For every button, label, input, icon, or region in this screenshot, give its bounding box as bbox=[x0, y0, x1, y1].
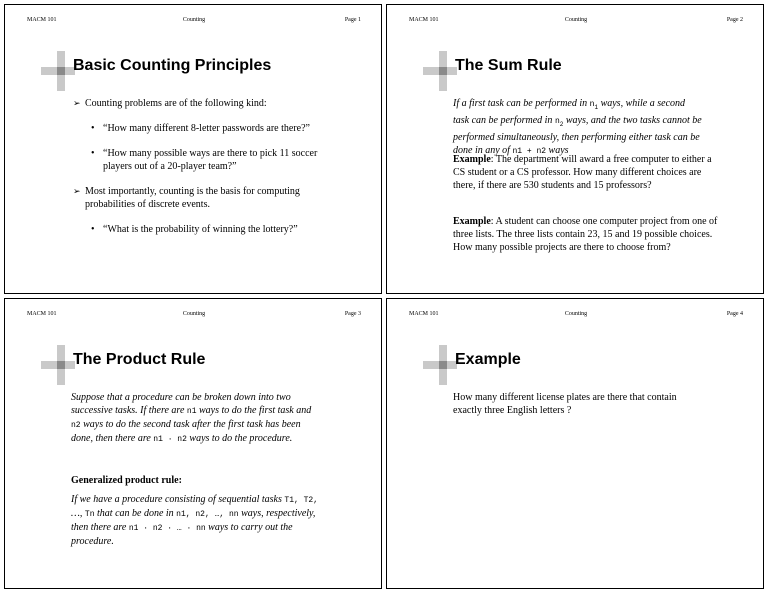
slide-header bbox=[409, 311, 743, 321]
example-question: How many different license plates are there that contain exactly three English letters ? bbox=[453, 392, 677, 416]
slide-3 bbox=[4, 298, 382, 589]
sub-bullet-text: players out of a 20-player team?” bbox=[103, 161, 237, 172]
slide-1 bbox=[4, 4, 382, 294]
slide-header bbox=[27, 311, 361, 321]
dot-bullet-icon: • bbox=[91, 224, 95, 235]
page-number: Page 1 bbox=[344, 17, 361, 23]
sub-bullet-text: “How many possible ways are there to pick 11 soccer bbox=[103, 148, 318, 159]
slide-header bbox=[409, 17, 743, 27]
cross-logo-icon bbox=[423, 345, 457, 385]
section-heading: Generalized product rule: bbox=[71, 475, 182, 486]
course-code: MACM 101 bbox=[409, 17, 439, 23]
dot-bullet-icon: • bbox=[91, 123, 95, 134]
dot-bullet-icon: • bbox=[91, 148, 95, 159]
sub-bullet-text: “What is the probability of winning the lottery?” bbox=[103, 224, 298, 235]
generalized-product-rule: Generalized product rule: If we have a procedure consisting of sequential tasks T1, T2, …, Tn that can be done in n1, n2, …, nn ways, respectively, then there are n1 · n2 · … · nn ways to carry out the procedure. bbox=[71, 475, 318, 547]
arrow-bullet-icon: ➢ bbox=[73, 98, 81, 108]
cross-logo-icon bbox=[41, 345, 75, 385]
slide-4 bbox=[386, 298, 764, 589]
sum-rule-definition: If a first task can be performed in $n_1$ ways, while a second task can be performed in $n_2$ ways, and the two tasks cannot be performed simultaneously, then performing either task can be done in any of n1 + n2 ways bbox=[453, 98, 702, 156]
slide-title: Basic Counting Principles bbox=[73, 57, 272, 74]
slide-header bbox=[27, 17, 361, 27]
course-code: MACM 101 bbox=[27, 17, 57, 23]
sub-bullet-text: “How many different 8-letter passwords are there?” bbox=[103, 123, 310, 134]
course-code: MACM 101 bbox=[409, 311, 439, 317]
slide-title: The Product Rule bbox=[73, 351, 206, 368]
topic: Counting bbox=[182, 311, 206, 317]
arrow-bullet-icon: ➢ bbox=[73, 186, 81, 196]
topic: Counting bbox=[564, 17, 588, 23]
topic: Counting bbox=[182, 17, 206, 23]
slide-title: The Sum Rule bbox=[455, 57, 562, 74]
example-1: Example: The department will award a free computer to either a CS student or a CS professor. How many different choices are there, if there are 530 students and 15 professors? bbox=[453, 154, 712, 191]
course-code: MACM 101 bbox=[27, 311, 57, 317]
bullet-text: probabilities of discrete events. bbox=[85, 199, 210, 210]
bullet-text: Counting problems are of the following kind: bbox=[85, 98, 267, 109]
product-rule-definition: Suppose that a procedure can be broken down into two successive tasks. If there are n1 ways to do the first task and n2 ways to do the second task after the first task has been done, then there are n1 · n2 ways to do the procedure. bbox=[71, 392, 312, 444]
cross-logo-icon bbox=[423, 51, 457, 91]
cross-logo-icon bbox=[41, 51, 75, 91]
topic: Counting bbox=[564, 311, 588, 317]
page-number: Page 4 bbox=[726, 311, 743, 317]
page-number: Page 3 bbox=[344, 311, 361, 317]
example-2: Example: A student can choose one computer project from one of three lists. The three lists contain 23, 15 and 19 possible choices. How many possible projects are there to choose from? bbox=[453, 216, 718, 253]
bullet-text: Most importantly, counting is the basis for computing bbox=[85, 186, 300, 197]
page-number: Page 2 bbox=[726, 17, 743, 23]
slide-2 bbox=[386, 4, 764, 294]
slide-body bbox=[73, 97, 361, 236]
slide-title: Example bbox=[455, 351, 521, 368]
